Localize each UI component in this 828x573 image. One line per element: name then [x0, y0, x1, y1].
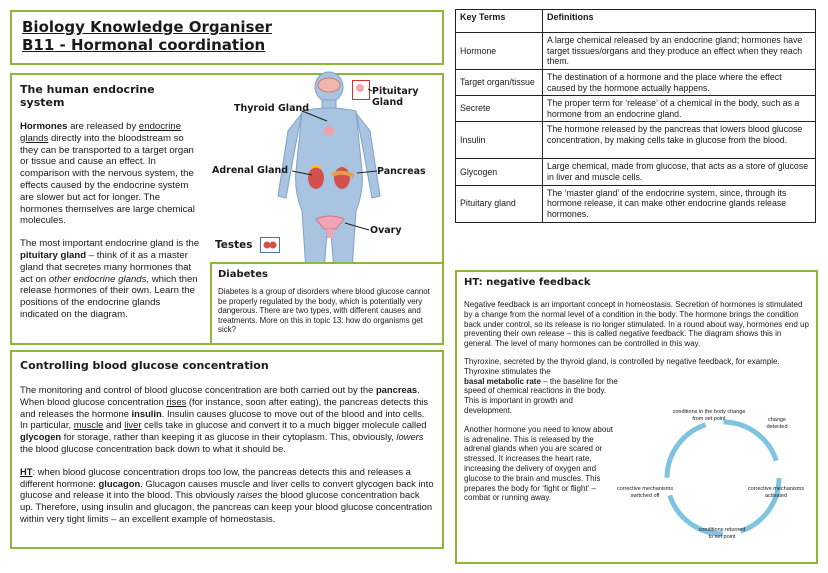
label-pancreas: Pancreas — [377, 166, 426, 177]
glucose-heading: Controlling blood glucose concentration — [20, 359, 269, 372]
title-box — [10, 10, 444, 65]
label-testes: Testes — [215, 239, 253, 251]
feedback-paragraph-2: basal metabolic rate – the baseline for the speed of chemical reactions in the body. This is important in growth and development. — [464, 376, 618, 415]
cycle-label-switched-off: corrective mechanisms switched off — [616, 486, 674, 499]
definition-cell: The proper term for ‘release’ of a chemical in the body, such as a hormone from an endocrine gland. — [543, 96, 816, 122]
label-pituitary-gland: Pituitary Gland — [372, 86, 419, 108]
definition-cell: The hormone released by the pancreas that lowers blood glucose concentration, by making cells take in glucose from the blood. — [543, 122, 816, 159]
endocrine-paragraph-1: Hormones are released by endocrine glands directly into the bloodstream so they can be transported to a target organ or tissue and cause an effect. In comparison with the nervous system, the effects caused by the endocrine system are slower but act for longer. The hormones themselves are large chemical molecules. — [20, 121, 195, 227]
diabetes-heading: Diabetes — [218, 269, 268, 280]
page-title: Biology Knowledge Organiser — [22, 18, 273, 36]
table-header-row — [456, 10, 816, 33]
feedback-section — [455, 270, 818, 564]
table-row — [456, 185, 816, 222]
feedback-heading: HT: negative feedback — [464, 277, 591, 288]
table-header-key-terms: Key Terms — [456, 10, 543, 33]
table-row — [456, 96, 816, 122]
diabetes-section — [210, 262, 444, 345]
page-subtitle: B11 - Hormonal coordination — [22, 36, 266, 54]
key-terms-table — [455, 9, 816, 223]
feedback-paragraph-3: Another hormone you need to know about is adrenaline. This is released by the adrenal glands when you are scared or stressed. It increases the heart rate, increasing the delivery of oxygen and glucose to the brain and muscles. This prepares the body for ‘fight or flight’ – combat or running away. — [464, 424, 613, 503]
cycle-label-returned: conditions returned to set point — [698, 527, 746, 540]
definition-cell: A large chemical released by an endocrine gland; hormones have target tissues/organs and they produce an effect when they reach them. — [543, 33, 816, 70]
cycle-label-detected: change detected — [766, 417, 788, 430]
term-cell: Hormone — [456, 33, 543, 70]
glucose-paragraph-2: HT: when blood glucose concentration drops too low, the pancreas detects this and releases a different hormone: glucagon. Glucagon causes muscle and liver cells to convert glycogen back into glucose and release it into the blood. This obviously raises the blood glucose concentration back up. Therefore, using insulin and glucagon, the pancreas can keep your blood glucose concentration within very tight limits – an excellent example of homeostasis. — [20, 465, 434, 524]
definition-cell: The destination of a hormone and the place where the effect caused by the hormone actually happens. — [543, 70, 816, 96]
feedback-paragraph-2-lead: Thyroxine, secreted by the thyroid gland, is controlled by negative feedback, for example. Thyroxine stimulates the — [464, 356, 780, 376]
table-row — [456, 33, 816, 70]
definition-cell: The ‘master gland’ of the endocrine system, since, through its hormone release, it can make other endocrine glands release hormones. — [543, 185, 816, 222]
endocrine-heading: The human endocrine system — [20, 83, 155, 109]
cycle-label-change: conditions in the body change from set point — [672, 409, 746, 422]
table-row — [456, 122, 816, 159]
endocrine-paragraph-2: The most important endocrine gland is the pituitary gland – think of it as a master gland that secretes many hormones that act on other endocrine glands, which then release hormones of their own. Learn the positions of the endocrine glands indicated on the diagram. — [20, 238, 200, 320]
term-cell: Glycogen — [456, 159, 543, 185]
definition-cell: Large chemical, made from glucose, that acts as a store of glucose in liver and muscle cells. — [543, 159, 816, 185]
term-cell: Insulin — [456, 122, 543, 159]
diabetes-text: Diabetes is a group of disorders where blood glucose cannot be properly regulated by the body, which is potentially very dangerous. There are two types, with different causes and treatments. More on this in topic 13: how do organisms get sick? — [218, 287, 430, 335]
term-cell: Target organ/tissue — [456, 70, 543, 96]
table-row — [456, 70, 816, 96]
term-cell: Secrete — [456, 96, 543, 122]
label-thyroid-gland: Thyroid Gland — [234, 103, 310, 114]
term-cell: Pituitary gland — [456, 185, 543, 222]
label-ovary: Ovary — [370, 225, 402, 236]
table-header-definitions: Definitions — [543, 10, 816, 33]
table-row — [456, 159, 816, 185]
cycle-label-activated: corrective mechanisms activated — [747, 486, 805, 499]
glucose-section — [10, 350, 444, 549]
glucose-paragraph-1: The monitoring and control of blood glucose concentration are both carried out by the pancreas. When blood glucose concentration rises (for instance, soon after eating), the pancreas detects this and releases the hormone insulin. Insulin causes glucose to move out of the blood and into cells. In particular, muscle and liver cells take in glucose and convert it to a much bigger molecule called glycogen for storage, rather than keeping it as glucose in their cytoplasm. This, obviously, lowers the blood glucose concentration back down to what it should be. — [20, 384, 429, 454]
label-adrenal-gland: Adrenal Gland — [212, 165, 289, 176]
key-terms-table-wrap — [455, 9, 816, 223]
feedback-paragraph-1: Negative feedback is an important concept in homeostasis. Secretion of hormones is stimulated by a change from the normal level of a condition in the body. The hormone brings the condition back under control, so its release is no longer stimulated. In a round about way, hormones end up preventing their own release – this is called negative feedback. The diagram shows this in general. The level of many hormones can be controlled in this way. — [464, 300, 809, 349]
